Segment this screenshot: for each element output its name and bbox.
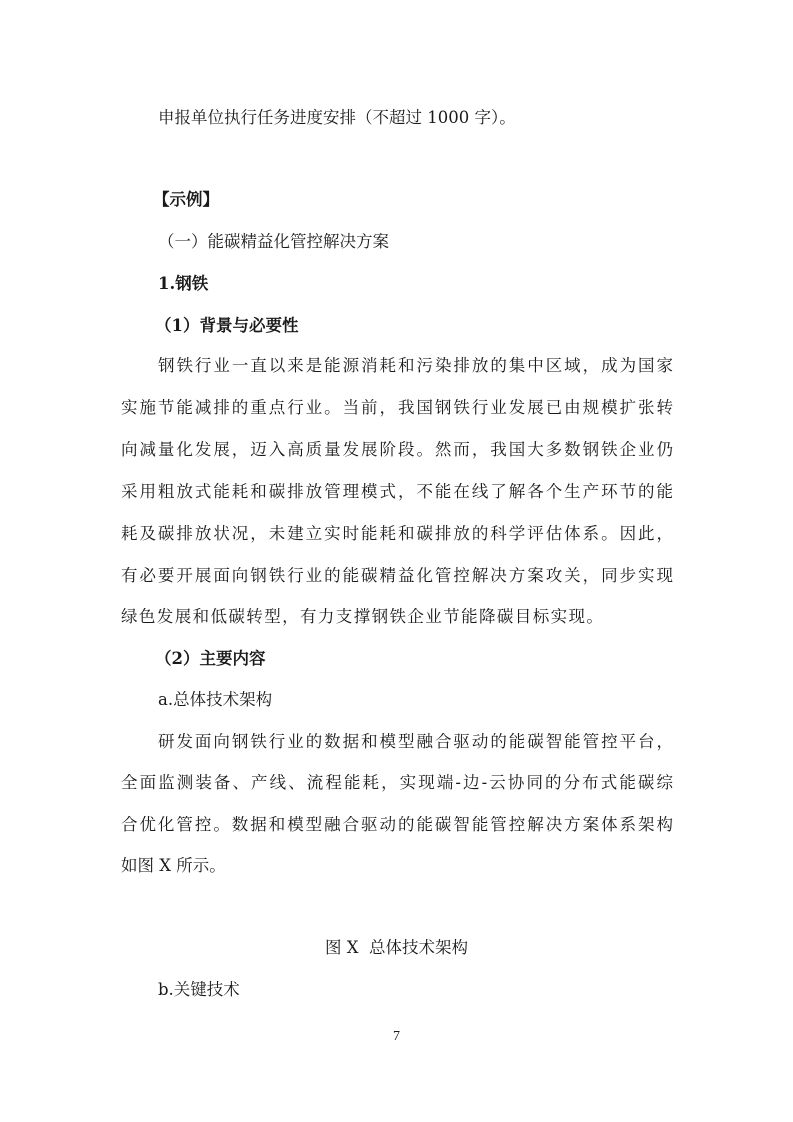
subsection-title: 1.钢铁 — [158, 274, 209, 293]
intro-line: 申报单位执行任务进度安排（不超过 1000 字）。 — [158, 108, 516, 127]
paragraph-line: 合优化管控。数据和模型融合驱动的能碳智能管控解决方案体系架构 — [121, 815, 673, 834]
part2-heading: （2）主要内容 — [155, 649, 266, 668]
page-number: 7 — [393, 1029, 400, 1044]
paragraph-line: 耗及碳排放状况，未建立实时能耗和碳排放的科学评估体系。因此， — [121, 524, 673, 543]
paragraph-line: 钢铁行业一直以来是能源消耗和污染排放的集中区域，成为国家 — [158, 356, 673, 375]
sub-b-heading: b.关键技术 — [158, 980, 240, 999]
paragraph-line: 研发面向钢铁行业的数据和模型融合驱动的能碳智能管控平台， — [158, 732, 673, 751]
paragraph-line: 实施节能减排的重点行业。当前，我国钢铁行业发展已由规模扩张转 — [121, 398, 673, 417]
example-heading: 【示例】 — [153, 190, 219, 209]
figure-caption: 图 X 总体技术架构 — [325, 938, 468, 957]
paragraph-line: 绿色发展和低碳转型，有力支撑钢铁企业节能降碳目标实现。 — [121, 607, 605, 626]
paragraph-line: 如图 X 所示。 — [121, 856, 226, 875]
paragraph-line: 有必要开展面向钢铁行业的能碳精益化管控解决方案攻关，同步实现 — [121, 566, 673, 585]
section-title: （一）能碳精益化管控解决方案 — [158, 232, 389, 251]
paragraph-line: 采用粗放式能耗和碳排放管理模式，不能在线了解各个生产环节的能 — [121, 482, 673, 501]
sub-a-heading: a.总体技术架构 — [158, 690, 273, 709]
paragraph-line: 向减量化发展，迈入高质量发展阶段。然而，我国大多数钢铁企业仍 — [121, 440, 673, 459]
paragraph-line: 全面监测装备、产线、流程能耗，实现端-边-云协同的分布式能碳综 — [121, 773, 673, 792]
part1-heading: （1）背景与必要性 — [155, 316, 299, 335]
